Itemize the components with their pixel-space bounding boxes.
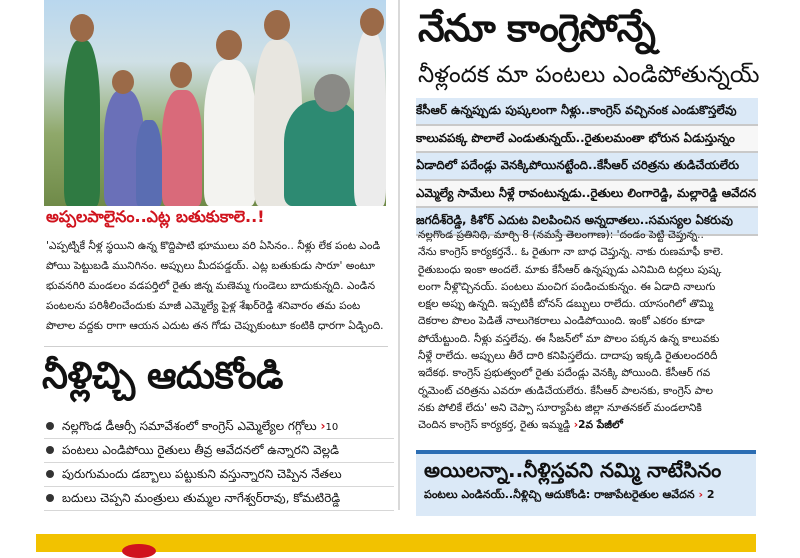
bullet-item — [44, 487, 394, 511]
arrow-right-icon: › — [320, 419, 326, 433]
body-line: పోయేట్టుంది. నీళ్లు వస్తలేవు. ఈ సీజన్‌లో మా పొలం పక్కన ఉన్న కాలువకు — [418, 332, 720, 345]
section-headline: నీళ్లిచ్చి ఆదుకోండి — [42, 354, 283, 397]
page-ref-number: 10 — [325, 422, 339, 433]
continued-link[interactable] — [574, 419, 623, 431]
news-photo-farmers — [44, 0, 386, 206]
bullet-item — [44, 415, 394, 439]
page-ref-number: 2 — [706, 488, 715, 501]
body-line: ర్నమెంట్ చరిత్రను ఎవరూ తుడిచేయలేరు. కేసీఆర్ పాలనకు, కాంగ్రెస్ పాల — [418, 384, 714, 397]
bullet-text: పంటలు ఎండిపోయి రైతులు తీవ్ర ఆవేదనలో ఉన్నారని వెల్లడి — [62, 443, 340, 457]
bullet-dot-icon — [46, 446, 54, 454]
related-story-title: అయిలన్నా..నీళ్లిస్తవని నమ్మి నాటేసినం — [424, 458, 722, 482]
bullet-text: నల్లగొండ డీఆర్సీ సమావేశంలో కాంగ్రెస్ ఎమ్మెల్యేల గగ్గోలు — [62, 419, 317, 433]
article-body — [418, 227, 756, 435]
bullet-text: పురుగుమందు డబ్బాలు పట్టుకుని వస్తున్నారని చెప్పిన నేతలు — [62, 467, 342, 481]
body-line-last — [418, 417, 756, 434]
photo-story-line: పోయి పెట్టుబడి మునిగినం. అప్పులు మీదపడ్డయ్. ఎట్ల బతుకుడు సారూ' అంటూ — [46, 260, 375, 272]
related-story-subtitle — [424, 488, 714, 504]
highlight-line: జగదీశ్‌రెడ్డి, కిశోర్ ఎదుట విలపించిన అన్నదాతలు..సమస్యల ఏకరువు — [416, 208, 758, 236]
bullet-item — [44, 463, 394, 487]
body-line: ఇదేకథ. కాంగ్రెస్ ప్రభుత్వంలో రైతు పదేండ్లు వెనక్కి పోయింది. కేసీఆర్ గవ — [418, 367, 711, 380]
article-title: నేనూ కాంగ్రెసోన్నే — [418, 6, 655, 50]
photo-story-line: పంటలను పరిశీలించేందుకు మాజీ ఎమ్మెల్యే పైళ్ల శేఖర్‌రెడ్డి శనివారం తమ పంట — [46, 300, 361, 312]
photo-story-text — [46, 236, 388, 336]
highlight-line: కాలువపక్క పొలాలే ఎండుతున్నయ్..రైతులమంతా భోరున ఏడుస్తున్నం — [416, 126, 758, 154]
footer-ad-band — [36, 534, 756, 552]
highlight-lines — [416, 98, 758, 236]
body-line: నల్లగొండ ప్రతినిధి, మార్చి 8 (నమస్తే తెలంగాణ): 'దండం పెట్టి చెప్తున్న.. — [418, 229, 704, 241]
photo-story-line: 'ఎప్పట్నికే నీళ్ల స్థయిని ఉన్న కొద్దిపాటి భూములు వరి ఏసినం.. నీళ్లు లేక పంట ఎండి — [46, 240, 381, 252]
body-line: నేను కాంగ్రెస్ కార్యకర్తనే.. ఓ రైతుగా నా బాధ చెప్తున్న. నాకు రుణమాఫీ కాలె. — [418, 246, 724, 259]
related-story-sub-text: పంటలు ఎండినయ్..నీళ్లిచ్చి ఆదుకోండి: రాజాపేటరైతుల ఆవేదన — [424, 488, 695, 501]
bullet-dot-icon — [46, 470, 54, 478]
highlight-line: ఏడాదిలో పదేండ్లు వెనక్కిపోయినట్టేంది..కేసీఆర్ చరిత్రను తుడిచేయలేరు — [416, 153, 758, 181]
highlight-line: ఎమ్మెల్యే సామేలు నీళ్లే రావంటున్నడు..రైతులు లింగారెడ్డి, మల్లారెడ్డి ఆవేదన — [416, 181, 758, 209]
body-line: దెకరాల పొలం పెడితే నాలుగెకరాలు ఎండిపోయింది. ఇంకో ఎకరం కూడా — [418, 315, 705, 328]
body-line: నీళ్లే రాలేదు. అప్పులు తీరే దారి కనిపిస్తలేదు. దాదాపు ఇక్కడి రైతులందరిదీ — [418, 350, 718, 363]
bullet-item — [44, 439, 394, 463]
body-line: లంగా నీళ్లొచ్చినయ్. పంటలు మంచిగ పండించుకున్నం. ఈ ఏడాది నాలుగు — [418, 280, 716, 293]
photo-story-line: భువనగిరి మండలం వడపర్తిలో రైతు జిన్న మణెమ్మ గుండెలు బాదుకున్నది. ఎండిన — [46, 280, 376, 292]
body-line: చెందిన కాంగ్రెస్ కార్యకర్త, రైతు ఇమ్మడ్డి — [418, 419, 571, 432]
article-subtitle: నీళ్లందక మా పంటలు ఎండిపోతున్నయ్ — [418, 62, 760, 88]
body-line: రైతుబంధు ఇంకా అందలే. మాకు కేసీఆర్ ఉన్నప్పుడు ఎనిమిది టర్లలు పుష్క — [418, 263, 722, 276]
section-divider — [44, 346, 388, 347]
bullet-text: బదులు చెప్పని మంత్రులు తుమ్మల నాగేశ్వర్‌రావు, కోమటిరెడ్డి — [62, 491, 341, 505]
body-line: లక్షల అప్పు ఉన్నది. ఇప్పటికీ బోనస్ డబ్బులు రాలేదు. యాసంగిలో తొమ్మి — [418, 298, 713, 311]
bullet-list — [44, 415, 394, 511]
photo-caption: అప్పలపాలైనం..ఎట్ల బతుకుకాలె..! — [46, 207, 265, 226]
footer-logo-shape — [122, 544, 156, 558]
bullet-dot-icon — [46, 422, 54, 430]
body-line: నకు పోలికే లేదు' అని చెప్పా సూర్యాపేట జిల్లా నూతనకల్ మండలానికి — [418, 401, 702, 414]
column-divider — [398, 0, 400, 510]
photo-story-line: పొలాల వద్దకు రాగా ఆయన ఎదుట తన గోడు చెప్పుకుంటూ కంటికి ధారగా ఏడ్చింది. — [46, 320, 384, 332]
related-story-box — [416, 450, 756, 516]
bullet-dot-icon — [46, 494, 54, 502]
continued-label: 2వ పేజీలో — [578, 419, 623, 432]
highlight-line: కేసీఆర్ ఉన్నప్పుడు పుష్కలంగా నీళ్లు..కాంగ్రెస్ వచ్చినంక ఎండుకొస్తలేవు — [416, 98, 758, 126]
arrow-right-icon: › — [573, 419, 579, 432]
arrow-right-icon: › — [698, 488, 703, 501]
